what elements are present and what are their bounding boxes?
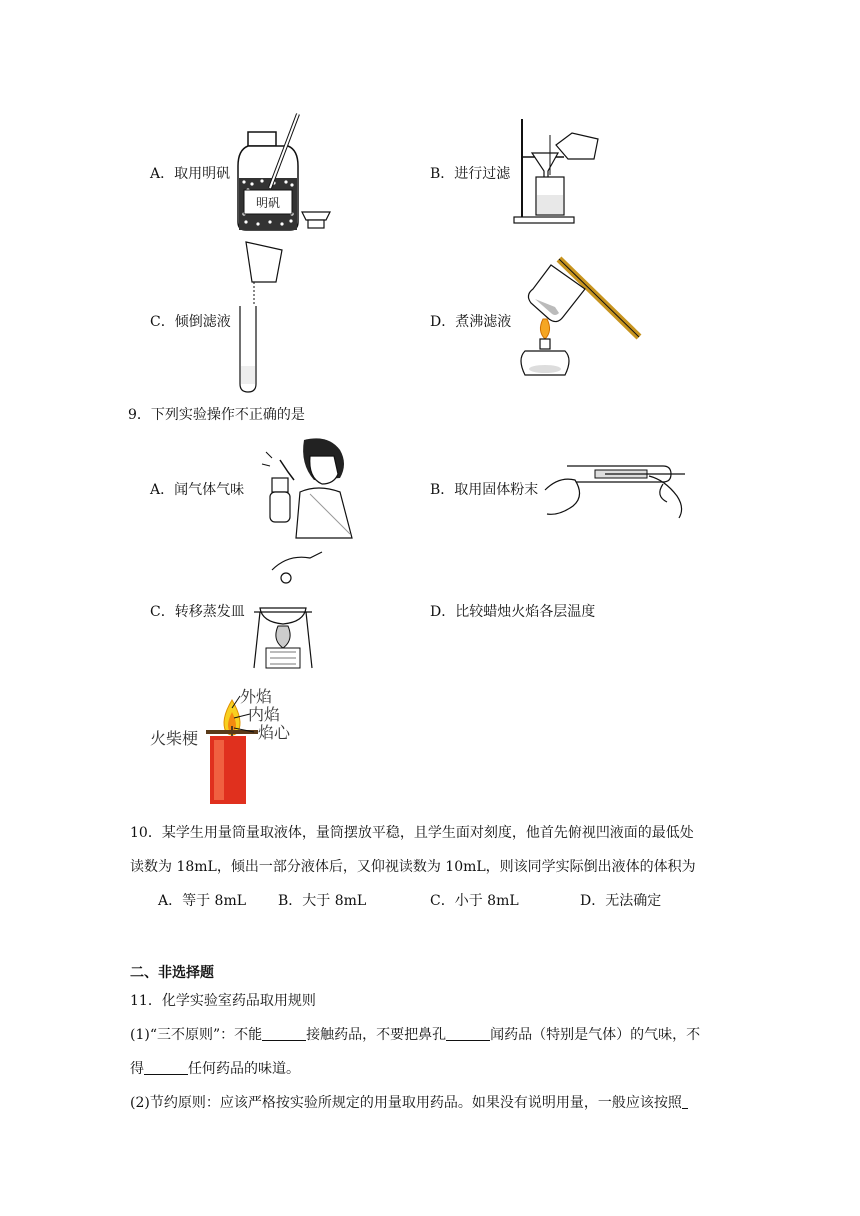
alum-jar-label: 明矾	[255, 196, 281, 210]
section-title: 二、非选择题	[130, 965, 214, 981]
label-outer-flame: 外焰	[240, 687, 273, 706]
blank-3[interactable]	[144, 1060, 188, 1075]
filtration-image	[510, 115, 610, 227]
boil-filtrate-image	[515, 255, 645, 385]
q8-option-a: A．取用明矾	[150, 166, 231, 182]
q10-option-a: A．等于 8mL	[158, 893, 247, 909]
q11-p1-text-e: 任何药品的味道。	[188, 1061, 300, 1077]
q11-p1-text-c: 闻药品（特别是气体）的气味，不	[490, 1027, 701, 1043]
q10-option-b: B．大于 8mL	[278, 893, 367, 909]
label-flame-core: 焰心	[258, 723, 291, 742]
q11-p1-text-b: 接触药品，不要把鼻孔	[306, 1027, 447, 1043]
q9-option-d: D．比较蜡烛火焰各层温度	[430, 604, 596, 620]
label-match-stick: 火柴梗	[150, 729, 199, 748]
blank-2[interactable]	[446, 1026, 490, 1041]
q10-stem-line-2: 读数为 18mL，倾出一部分液体后，又仰视读数为 10mL，则该同学实际倒出液体的体积为	[130, 859, 696, 875]
candle-flame-image	[150, 686, 310, 806]
q11-part1-line1	[130, 1024, 700, 1044]
q8-option-b: B．进行过滤	[430, 166, 511, 182]
q10-stem-line-1: 10．某学生用量筒量取液体，量筒摆放平稳，且学生面对刻度，他首先俯视凹液面的最低处	[130, 825, 694, 841]
take-powder-image	[545, 456, 695, 520]
q11-p2-text: (2)节约原则：应该严格按实验所规定的用量取用药品。如果没有说明用量，一般应该按照	[130, 1095, 682, 1111]
q11-stem: 11．化学实验室药品取用规则	[130, 993, 316, 1009]
pour-filtrate-image	[232, 238, 292, 394]
q9-option-c: C．转移蒸发皿	[150, 604, 245, 620]
alum-jar-image	[230, 110, 340, 235]
q11-p1-text-a: (1)“三不原则”：不能	[130, 1027, 263, 1043]
smell-gas-image	[260, 434, 360, 540]
q9-stem: 9．下列实验操作不正确的是	[128, 407, 305, 423]
blank-1[interactable]	[262, 1026, 306, 1041]
q10-option-d: D．无法确定	[580, 893, 662, 909]
blank-4[interactable]	[682, 1094, 688, 1109]
label-inner-flame: 内焰	[248, 705, 281, 724]
q11-part1-line2	[130, 1058, 300, 1078]
q11-p1-text-d: 得	[130, 1061, 144, 1077]
q9-option-a: A．闻气体气味	[150, 482, 245, 498]
q11-part2-line	[130, 1092, 688, 1112]
q8-option-d: D．煮沸滤液	[430, 314, 512, 330]
evaporating-dish-image	[250, 552, 330, 672]
q9-option-b: B．取用固体粉末	[430, 482, 539, 498]
q10-option-c: C．小于 8mL	[430, 893, 519, 909]
q8-option-c: C．倾倒滤液	[150, 314, 231, 330]
